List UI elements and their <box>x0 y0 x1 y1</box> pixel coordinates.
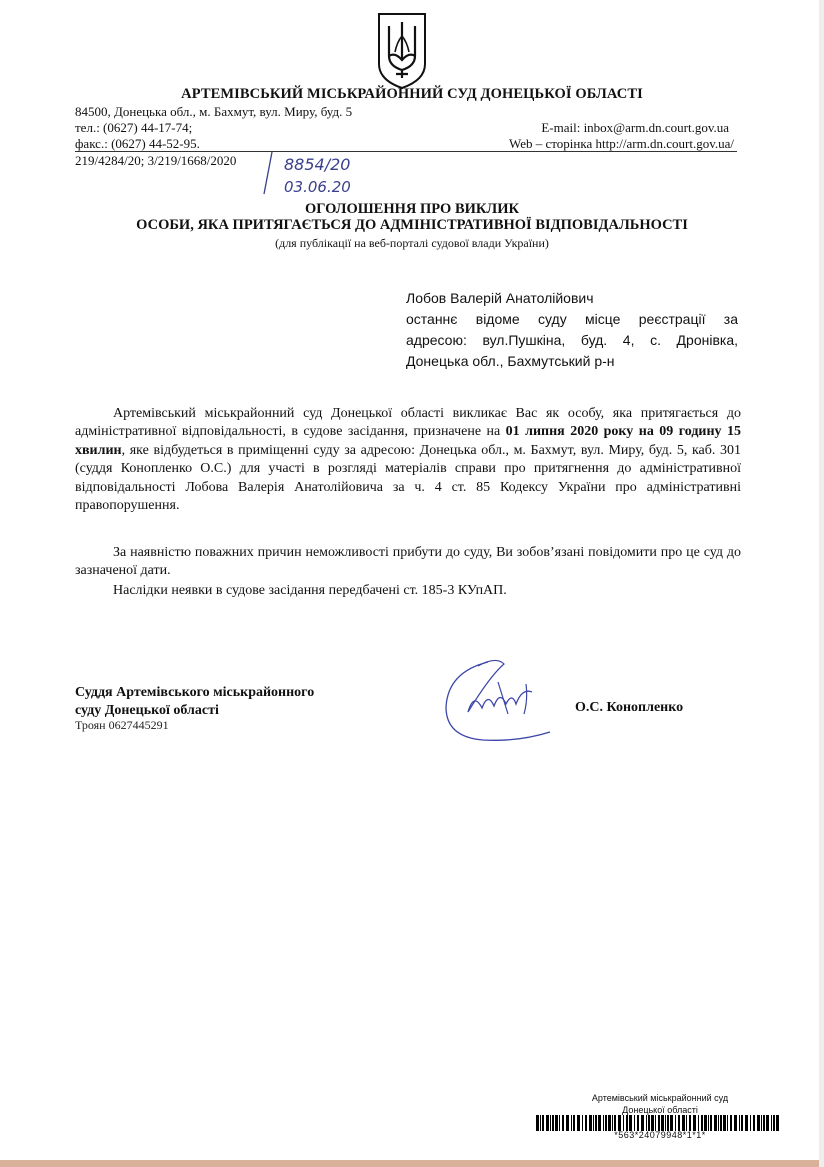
signer-name: О.С. Конопленко <box>575 700 684 715</box>
court-phone: тел.: (0627) 44-17-74; <box>75 120 193 135</box>
executor-contact: Троян 0627445291 <box>75 718 169 732</box>
summons-text-part2: , яке відбудеться в приміщенні суду за адресою: Донецька обл., м. Бахмут, вул. Миру, буд. 5, каб. 301 (суддя Конопленко О.С.) для участі в розгляді матеріалів справи про притягнення до адміністративної відповідальності Лобова Валерія Анатолійовича за ч. 4 ст. 85 Кодексу України про адміністративні правопорушення. <box>75 442 741 514</box>
scan-edge <box>0 1160 824 1167</box>
court-fax: факс.: (0627) 44-52-95. <box>75 136 200 151</box>
addressee-line1: останнє відоме суду місце реєстрації за <box>406 311 738 327</box>
coat-of-arms-icon <box>375 12 429 90</box>
scan-edge-right <box>819 0 824 1167</box>
court-name: АРТЕМІВСЬКИЙ МІСЬКРАЙОННИЙ СУД ДОНЕЦЬКОЇ ОБЛАСТІ <box>181 86 643 102</box>
summons-paragraph <box>75 405 741 515</box>
document-title-line2: ОСОБИ, ЯКА ПРИТЯГАЄТЬСЯ ДО АДМІНІСТРАТИВНОЇ ВІДПОВІДАЛЬНОСТІ <box>136 217 688 233</box>
barcode-number: *563*24079948*1*1* <box>614 1130 706 1140</box>
document-title: ОГОЛОШЕННЯ ПРО ВИКЛИК <box>304 201 520 217</box>
court-address: 84500, Донецька обл., м. Бахмут, вул. Миру, буд. 5 <box>75 104 353 119</box>
judge-title-line1: Суддя Артемівського міськрайонного <box>75 685 315 700</box>
stamp-court-name: Артемівський міськрайонний суд <box>591 1093 729 1103</box>
judge-title <box>75 684 314 720</box>
case-number: 219/4284/20; 3/219/1668/2020 <box>75 153 237 168</box>
stamp-region: Донецької області <box>622 1105 698 1115</box>
handwritten-registration-note <box>258 148 368 196</box>
addressee-block <box>406 288 738 372</box>
handwritten-reg-number: 8854/20 <box>284 155 351 174</box>
notice-paragraph: За наявністю поважних причин неможливості прибути до суду, Ви зобов’язані повідомити про це суд до зазначеної дати. <box>75 545 741 579</box>
handwritten-signature <box>438 652 558 744</box>
judge-title-line2: суду Донецької області <box>75 703 219 718</box>
addressee-line3: Донецька обл., Бахмутський р-н <box>406 353 615 369</box>
document-subtitle: (для публікації на веб-порталі судової влади України) <box>275 236 549 250</box>
addressee-line2: адресою: вул.Пушкіна, буд. 4, с. Дронівка, <box>406 332 738 348</box>
court-email: E-mail: inbox@arm.dn.court.gov.ua <box>541 120 729 135</box>
hearing-datetime: 01 липня 2020 року на 09 годину 15 хвилин <box>75 424 741 458</box>
handwritten-date: 03.06.20 <box>284 178 351 196</box>
header-divider <box>75 151 737 152</box>
summons-text-part1: Артемівський міськрайонний суд Донецької області викликає Вас як особу, яка притягається до адміністративної відповідальності, в судове засідання, призначене на <box>75 406 741 440</box>
addressee-name: Лобов Валерій Анатолійович <box>406 290 594 306</box>
consequences-paragraph: Наслідки неявки в судове засідання передбачені ст. 185-3 КУпАП. <box>113 583 507 598</box>
court-website: Web – сторінка http://arm.dn.court.gov.ua/ <box>508 136 734 151</box>
barcode-icon <box>536 1115 782 1131</box>
